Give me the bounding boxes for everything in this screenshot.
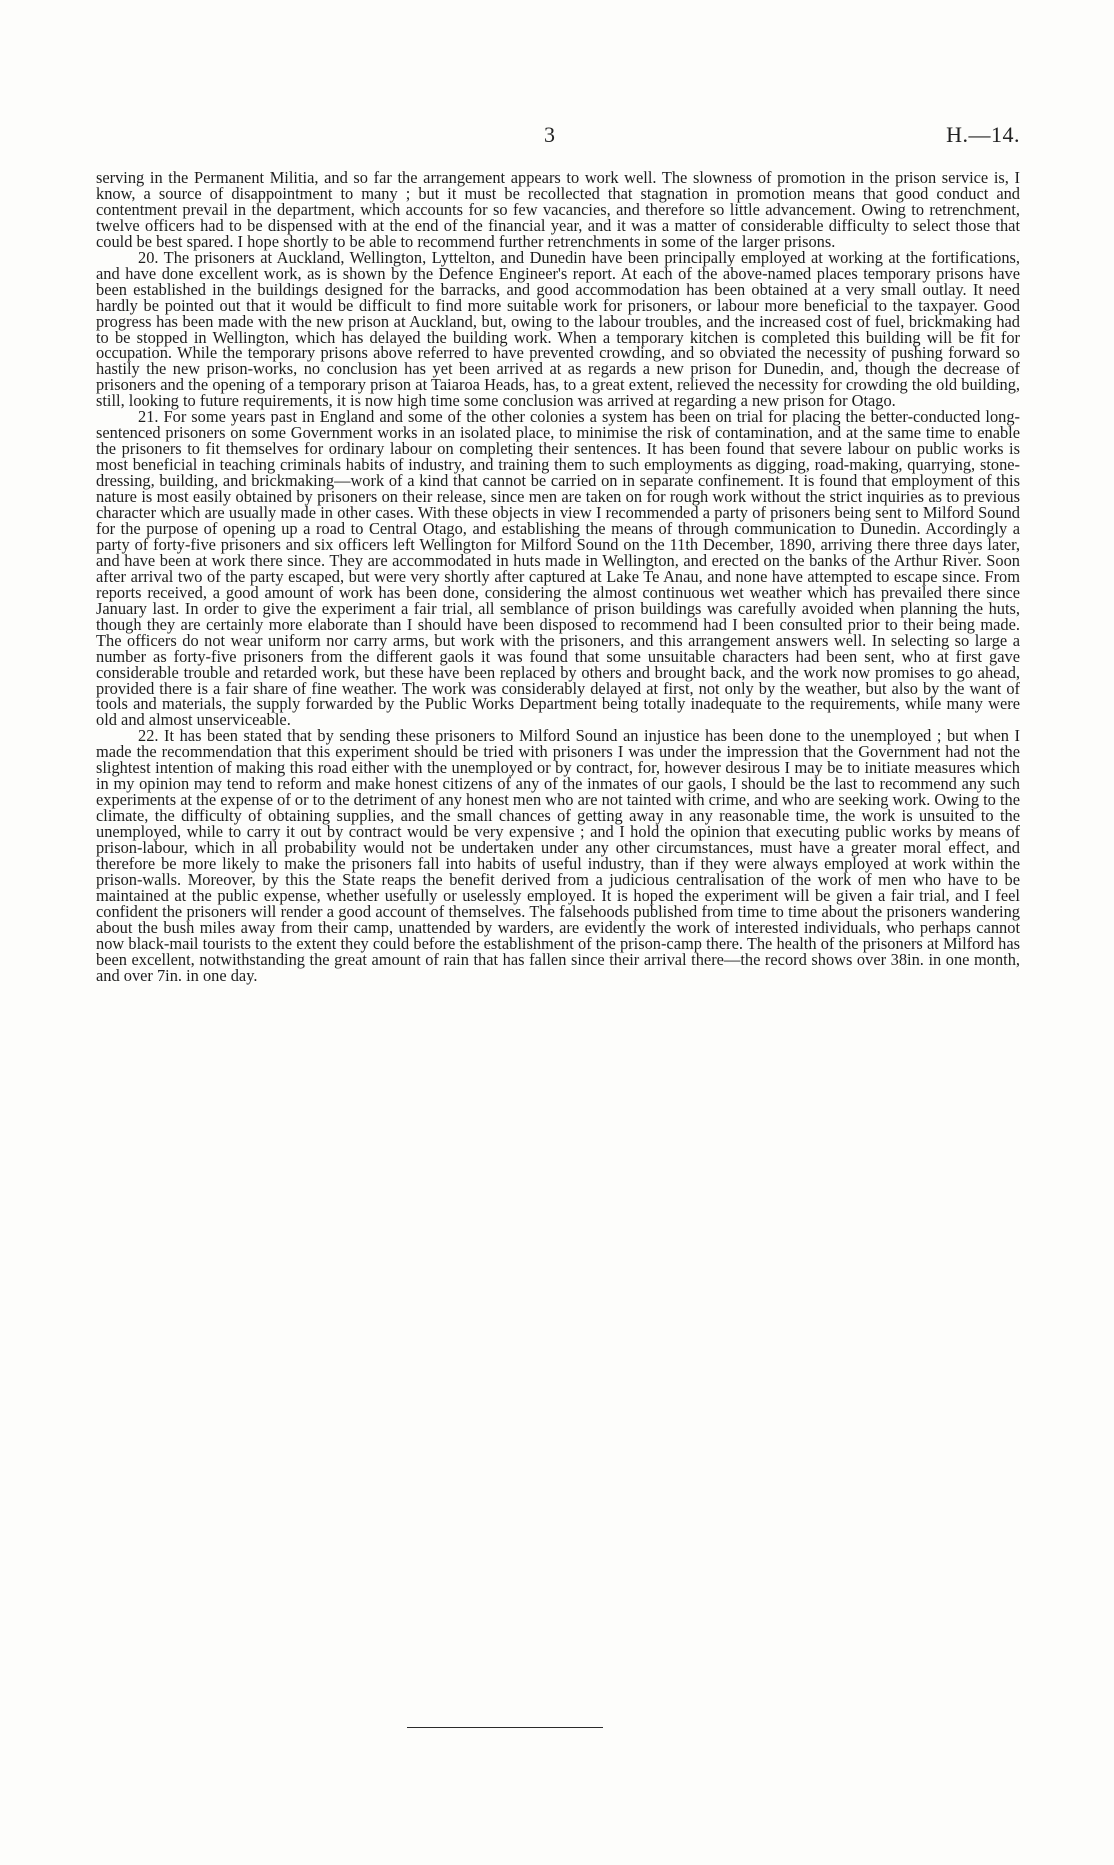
document-reference: H.—14.: [946, 122, 1020, 147]
closing-rule-divider: [407, 1727, 603, 1728]
paragraph-22: 22. It has been stated that by sending these prisoners to Milford Sound an injustice has been done to the unemployed ; but when I made the recommendation that this experiment should be tried with prisoners I was under the impression that the Government had not the slightest intention of making this road either with the unemployed or by contract, for, however desirous I may be to initiate measures which in my opinion may tend to reform and make honest citizens of any of the inmates of our gaols, I should be the last to recommend any such experiments at the expense of or to the detriment of any honest men who are not tainted with crime, and who are seeking work. Owing to the climate, the difficulty of obtaining supplies, and the small chances of getting away in any reasonable time, the work is unsuited to the unemployed, while to carry it out by contract would be very expensive ; and I hold the opinion that executing public works by means of prison-labour, which in all probability would not be undertaken under any other circumstances, must have a greater moral effect, and therefore be more likely to make the prisoners fall into habits of useful industry, than if they were always employed at work within the prison-walls. Moreover, by this the State reaps the benefit derived from a judicious centralisation of the work of men who have to be maintained at the public expense, whether usefully or uselessly employed. It is hoped the experiment will be given a fair trial, and I feel confident the prisoners will render a good account of themselves. The falsehoods published from time to time about the prisoners wandering about the bush miles away from their camp, unattended by warders, are evidently the work of interested individuals, who perhaps cannot now black-mail tourists to the extent they could before the establishment of the prison-camp there. The health of the prisoners at Milford has been excellent, notwithstanding the great amount of rain that has fallen since their arrival there—the record shows over 38in. in one month, and over 7in. in one day.: [96, 726, 1020, 985]
paragraph-continuation: serving in the Permanent Militia, and so far the arrangement appears to work well. The slowness of promotion in the prison service is, I know, a source of disappointment to many ; but it must be recollected that stagnation in promotion means that good conduct and contentment prevail in the department, which accounts for so few vacancies, and therefore so little advancement. Owing to retrenchment, twelve officers had to be dispensed with at the end of the financial year, and it was a matter of considerable difficulty to select those that could be best spared. I hope shortly to be able to recommend further retrenchments in some of the larger prisons.: [96, 168, 1020, 251]
page-number: 3: [544, 122, 555, 147]
paragraph-21: 21. For some years past in England and some of the other colonies a system has been on trial for placing the better-conducted long-sentenced prisoners on some Government works in an isolated place, to minimise the risk of contamination, and at the same time to enable the prisoners to fit themselves for ordinary labour on completing their sentences. It has been found that severe labour on public works is most beneficial in teaching criminals habits of industry, and training them to such employments as digging, road-making, quarrying, stone-dressing, building, and brickmaking—work of a kind that cannot be carried on in separate confinement. It is found that employment of this nature is most easily obtained by prisoners on their release, since men are taken on for rough work without the strict inquiries as to previous character which are usually made in other cases. With these objects in view I recommended a party of prisoners being sent to Milford Sound for the purpose of opening up a road to Central Otago, and establishing the means of through communication to Dunedin. Accordingly a party of forty-five prisoners and six officers left Wellington for Milford Sound on the 11th December, 1890, arriving there three days later, and have been at work there since. They are accommodated in huts made in Wellington, and erected on the banks of the Arthur River. Soon after arrival two of the party escaped, but were very shortly after captured at Lake Te Anau, and none have attempted to escape since. From reports received, a good amount of work has been done, considering the almost continuous wet weather which has prevailed there since January last. In order to give the experiment a fair trial, all semblance of prison buildings was carefully avoided when planning the huts, though they are certainly more elaborate than I should have been disposed to recommend had I been consulted prior to their being made. The officers do not wear uniform nor carry arms, but work with the prisoners, and this arrangement answers well. In selecting so large a number as forty-five prisoners from the different gaols it was found that some unsuitable characters had been sent, who at first gave considerable trouble and retarded work, but these have been replaced by others and brought back, and the work now promises to go ahead, provided there is a fair share of fine weather. The work was considerably delayed at first, not only by the weather, but also by the want of tools and materials, the supply forwarded by the Public Works Department being totally inadequate to the requirements, while many were old and almost unserviceable.: [96, 407, 1020, 730]
body-text: [96, 170, 1020, 984]
page-header: [96, 122, 1020, 152]
paragraph-20: 20. The prisoners at Auckland, Wellington, Lyttelton, and Dunedin have been principally employed at working at the fortifications, and have done excellent work, as is shown by the Defence Engineer's report. At each of the above-named places temporary prisons have been established in the buildings designed for the barracks, and good accommodation has been obtained at a very small outlay. It need hardly be pointed out that it would be difficult to find more suitable work for prisoners, or labour more beneficial to the taxpayer. Good progress has been made with the new prison at Auckland, but, owing to the labour troubles, and the increased cost of fuel, brickmaking had to be stopped in Wellington, which has delayed the building work. When a temporary kitchen is completed this building will be fit for occupation. While the temporary prisons above referred to have prevented crowding, and so obviated the necessity of pushing forward so hastily the new prison-works, no conclusion has yet been arrived at as regards a new prison for Dunedin, and, though the decrease of prisoners and the opening of a temporary prison at Taiaroa Heads, has, to a great extent, relieved the necessity for crowding the old building, still, looking to future requirements, it is now high time some conclusion was arrived at regarding a new prison for Otago.: [96, 247, 1020, 411]
